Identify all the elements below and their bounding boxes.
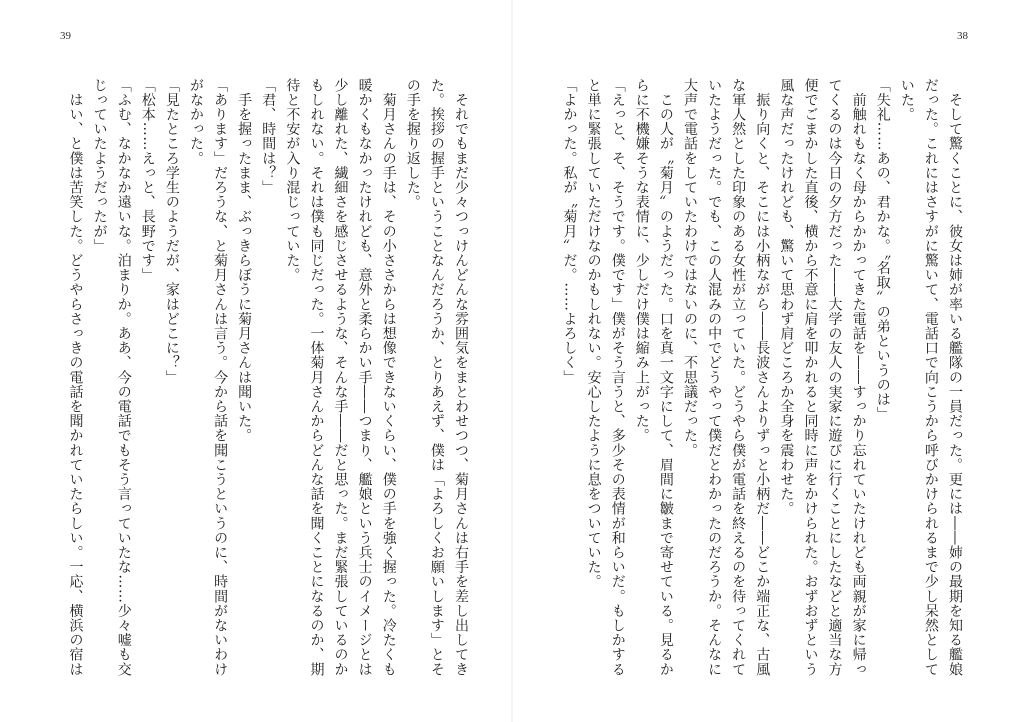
text-line: この人が〝菊月〟のようだった。口を真一文字にして、眉間に皺まで寄せている。見るか: [657, 78, 674, 677]
text-line: 「よかった。私が〝菊月〟だ。……よろしく」: [561, 78, 578, 385]
text-line: 菊月さんの手は、その小ささからは想像できないくらい、僕の手を強く握った。冷たくも: [380, 78, 397, 677]
text-line: 前触れもなく母からかかってきた電話を――すっかり忘れていたけれども両親が家に帰っ: [850, 78, 867, 677]
text-line: た。挨拶の握手ということなんだろうか、とりあえず、僕は「よろしくお願いします」とそ: [428, 78, 445, 677]
text-line: 「君、時間は？」: [260, 78, 277, 195]
page-gutter: [511, 0, 513, 722]
page-number-left: 39: [60, 30, 71, 42]
text-line: 「あります」だろうな、と菊月さんは言う。今から話を聞こうというのに、時間がないわけ: [212, 78, 229, 677]
text-line: 待と不安が入り混じっていた。: [284, 78, 301, 283]
text-line: がなかった。: [187, 78, 204, 166]
text-line: 「失礼……あの、君かな。〝名取〟の弟というのは」: [874, 78, 891, 422]
text-line: 「えっと、そ、そうです。僕です」僕がそう言うと、多少その表情が和らいだ。もしかする: [609, 78, 626, 677]
text-line: そして驚くことに、彼女は姉が率いる艦隊の一員だった。更には――姉の最期を知る艦娘: [947, 78, 963, 677]
left-page-text: [60, 78, 473, 678]
right-page-text: [561, 78, 967, 678]
text-line: な軍人然とした印象のある女性が立っていた。どうやら僕が電話を終えるのを待ってくれて: [730, 78, 747, 677]
text-line: もしれない。それは僕も同じだった。一体菊月さんからどんな話を聞くことになるのか、期: [308, 78, 325, 677]
text-line: じっていたようだったが」: [91, 78, 108, 254]
text-line: 少し離れた、繊細さを感じさせるような、そんな手――だと思った。まだ緊張しているのか: [332, 78, 349, 677]
text-line: らに不機嫌そうな表情に、少しだけ僕は縮み上がった。: [633, 78, 650, 443]
text-line: 手を握ったまま、ぶっきらぼうに菊月さんは聞いた。: [236, 78, 253, 443]
text-line: と単に緊張していただけなのかもしれない。安心したように息をついていた。: [585, 78, 602, 589]
text-line: 風な声だったけれども、驚いて思わず肩どころか全身を震わせた。: [778, 78, 795, 516]
text-line: 「ふむ、なかなか遠いな。泊まりか。ああ、今の電話でもそう言っていたな……少々嘘も交: [115, 78, 132, 677]
text-line: それでもまだ少々つっけんどんな雰囲気をまとわせつつ、菊月さんは右手を差し出してき: [453, 78, 469, 677]
text-line: 大声で電話をしていたわけではないのに、不思議だった。: [681, 78, 698, 458]
text-line: 便でごまかした直後、横から不意に肩を叩かれると同時に声をかけられた。おずおずという: [802, 78, 819, 677]
text-line: 「松本……えっと、長野です」: [139, 78, 156, 283]
text-line: 「見たところ学生のようだが、家はどこに？」: [163, 78, 180, 385]
text-line: いた。: [898, 78, 915, 122]
page-number-right: 38: [957, 30, 968, 42]
text-line: 暖かくもなかったけれども、意外と柔らかい手――つまり、艦娘という兵士のイメージとは: [356, 78, 373, 677]
text-line: の手を握り返した。: [404, 78, 421, 210]
text-line: いたようだった。でも、この人混みの中でどうやって僕だとわかったのだろうか。そんなに: [706, 78, 723, 677]
text-line: だった。これにはさすがに驚いて、電話口で向こうから呼びかけられるまで少し呆然として: [922, 78, 939, 677]
text-line: 振り向くと、そこには小柄ながら――長波さんよりずっと小柄だ――どこか端正な、古風: [754, 78, 771, 677]
text-line: はい、と僕は苦笑した。どうやらさっきの電話を聞かれていたらしい。一応、横浜の宿は: [67, 78, 84, 677]
text-line: てくるのは今日の夕方だった――大学の友人の実家に遊びに行くことにしたなどと適当な方: [826, 78, 843, 677]
